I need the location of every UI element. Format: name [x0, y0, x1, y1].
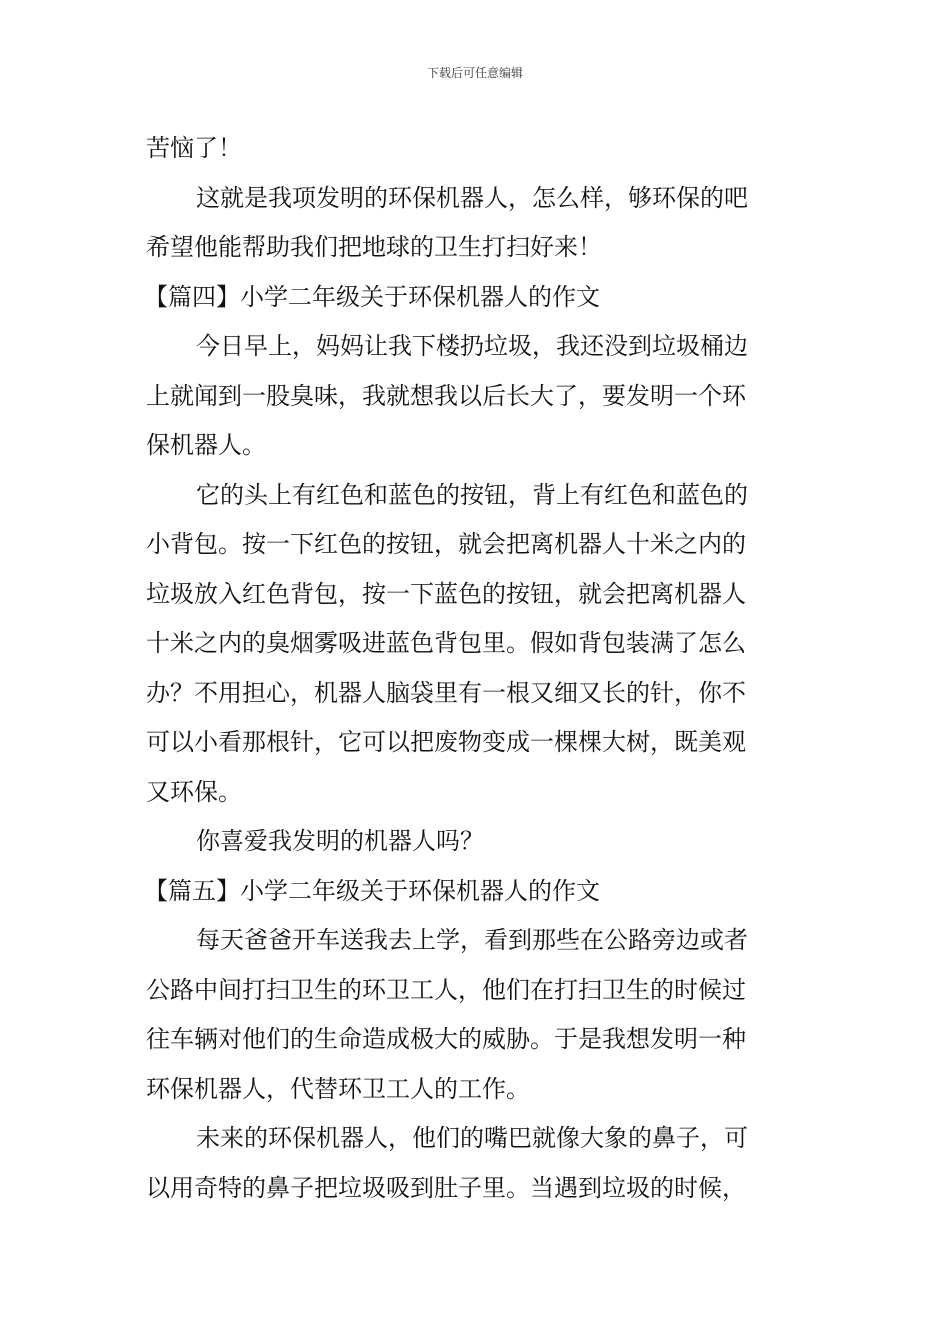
text-line: 上就闻到一股臭味，我就想我以后长大了，要发明一个环	[146, 381, 746, 410]
text-line: 希望他能帮助我们把地球的卫生打扫好来！	[146, 233, 602, 261]
text-line: 今日早上，妈妈让我下楼扔垃圾，我还没到垃圾桶边	[196, 332, 748, 360]
text-line: 保机器人。	[146, 431, 266, 459]
text-line: 每天爸爸开车送我去上学，看到那些在公路旁边或者	[196, 926, 748, 954]
text-line: 小背包。按一下红色的按钮，就会把离机器人十米之内的	[146, 530, 746, 558]
section-heading: 【篇五】小学二年级关于环保机器人的作文	[144, 876, 600, 905]
text-line: 苦恼了！	[146, 134, 242, 162]
text-line: 以用奇特的鼻子把垃圾吸到肚子里。当遇到垃圾的时候，	[146, 1173, 746, 1202]
text-line: 环保机器人，代替环卫工人的工作。	[146, 1074, 530, 1103]
text-line: 你喜爱我发明的机器人吗？	[196, 827, 484, 855]
text-line: 这就是我项发明的环保机器人，怎么样，够环保的吧	[196, 183, 748, 212]
page-header: 下载后可任意编辑	[426, 66, 523, 80]
text-line: 往车辆对他们的生命造成极大的威胁。于是我想发明一种	[146, 1025, 746, 1053]
text-line: 十米之内的臭烟雾吸进蓝色背包里。假如背包装满了怎么	[146, 629, 746, 657]
text-line: 可以小看那根针，它可以把废物变成一棵棵大树，既美观	[146, 728, 746, 756]
section-heading: 【篇四】小学二年级关于环保机器人的作文	[144, 282, 600, 311]
text-line: 办？不用担心，机器人脑袋里有一根又细又长的针，你不	[146, 678, 746, 707]
text-line: 它的头上有红色和蓝色的按钮，背上有红色和蓝色的	[196, 480, 748, 509]
text-line: 未来的环保机器人，他们的嘴巴就像大象的鼻子，可	[196, 1124, 748, 1152]
document-body	[146, 124, 816, 1213]
text-line: 又环保。	[146, 777, 242, 806]
text-line: 公路中间打扫卫生的环卫工人，他们在打扫卫生的时候过	[146, 975, 746, 1004]
text-line: 垃圾放入红色背包，按一下蓝色的按钮，就会把离机器人	[146, 579, 746, 608]
